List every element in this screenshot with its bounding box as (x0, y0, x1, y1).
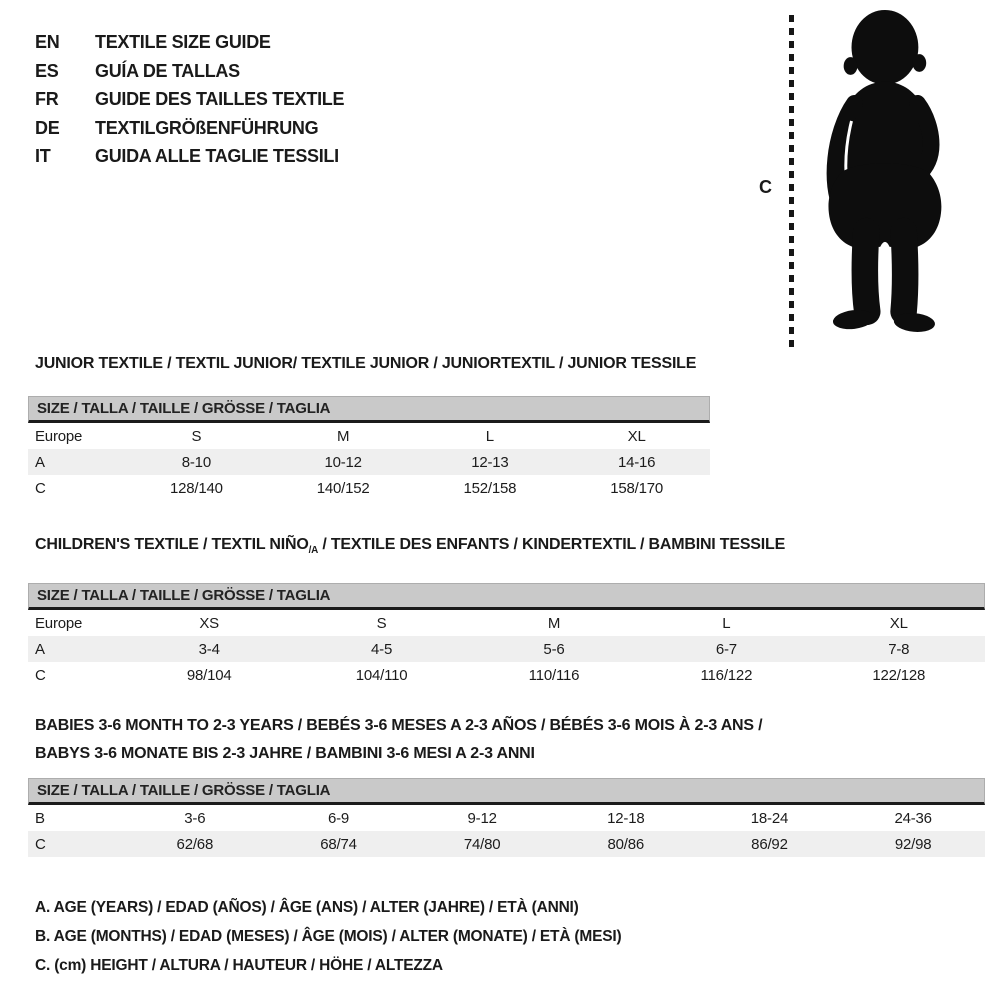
row-label-cell: C (28, 831, 123, 857)
size-value-cell: L (722, 614, 731, 632)
dotted-height-line (789, 15, 794, 353)
language-title: TEXTILGRÖßENFÜHRUNG (95, 117, 319, 138)
size-value-cell: 128/140 (169, 479, 223, 497)
language-code: EN (35, 32, 60, 52)
title-text: CHILDREN'S TEXTILE / TEXTIL NIÑO (35, 536, 309, 553)
size-value-cell: 110/116 (528, 666, 580, 684)
size-value-cell: 6-9 (327, 809, 350, 827)
table-row (28, 423, 710, 449)
size-value-cell: 5-6 (468, 636, 640, 662)
table-row (28, 831, 985, 857)
language-title: GUÍA DE TALLAS (95, 60, 240, 81)
childrens-textile-section (28, 537, 985, 688)
size-value-cell: 9-12 (467, 809, 497, 827)
size-value-cell: 8-10 (123, 449, 270, 475)
language-code: ES (35, 60, 59, 81)
size-value-cell: XL (627, 427, 646, 445)
size-figure (735, 5, 965, 355)
legend-line-a: A. AGE (YEARS) / EDAD (AÑOS) / ÂGE (ANS) / ALTER (JAHRE) / ETÀ (ANNI) (35, 899, 579, 917)
size-value-cell: 62/68 (123, 831, 267, 857)
language-code: FR (35, 89, 59, 110)
babies-title-line-1: BABIES 3-6 MONTH TO 2-3 YEARS / BEBÉS 3-6 MESES A 2-3 AÑOS / BÉBÉS 3-6 MOIS À 2-3 ANS / (35, 717, 763, 735)
language-row-fr (35, 85, 344, 114)
language-title: GUIDA ALLE TAGLIE TESSILI (95, 146, 339, 167)
language-code: DE (35, 117, 60, 138)
title-subscript: /A (308, 545, 319, 557)
size-value-cell: 7-8 (813, 636, 985, 662)
babies-section-title (28, 712, 985, 768)
language-row-es (35, 57, 344, 86)
size-value-cell: S (376, 614, 387, 632)
size-value-cell: 68/74 (267, 831, 411, 857)
table-row (28, 636, 985, 662)
junior-textile-section (28, 356, 710, 501)
size-value-cell: 4-5 (295, 636, 467, 662)
size-value-cell: 158/170 (610, 479, 664, 497)
size-value-cell: 86/92 (698, 831, 842, 857)
height-dimension-label: C (759, 177, 772, 197)
size-value-cell: M (336, 427, 350, 445)
size-value-cell: M (547, 614, 561, 632)
childrens-section-title (28, 537, 985, 559)
childrens-size-table (28, 610, 985, 688)
table-row (28, 475, 710, 501)
size-value-cell: 14-16 (563, 449, 710, 475)
size-value-cell: 98/104 (186, 666, 232, 684)
table-row (28, 805, 985, 831)
junior-size-table (28, 423, 710, 501)
babies-textile-section (28, 712, 985, 857)
size-value-cell: 122/128 (872, 666, 926, 684)
language-code: IT (35, 146, 51, 167)
size-value-cell: 12-13 (417, 449, 564, 475)
babies-size-table (28, 805, 985, 857)
babies-title-line-2: BABYS 3-6 MONATE BIS 2-3 JAHRE / BAMBINI 3-6 MESI A 2-3 ANNI (35, 745, 535, 763)
row-label-cell: A (28, 636, 123, 662)
size-value-cell: 24-36 (894, 809, 932, 827)
row-label-cell: Europe (35, 427, 83, 445)
legend-line-b: B. AGE (MONTHS) / EDAD (MESES) / ÂGE (MOIS) / ALTER (MONATE) / ETÀ (MESI) (35, 928, 622, 946)
junior-section-title: JUNIOR TEXTILE / TEXTIL JUNIOR/ TEXTILE JUNIOR / JUNIORTEXTIL / JUNIOR TESSILE (35, 355, 697, 372)
size-value-cell: 80/86 (554, 831, 698, 857)
row-label-cell: Europe (35, 614, 83, 632)
size-value-cell: 140/152 (316, 479, 370, 497)
size-tables-content (28, 356, 985, 980)
size-value-cell: 3-6 (184, 809, 206, 827)
junior-table-header-bar: SIZE / TALLA / TAILLE / GRÖSSE / TAGLIA (28, 396, 710, 423)
dimension-legend (28, 893, 985, 980)
size-value-cell: 12-18 (607, 809, 645, 827)
legend-line-c: C. (cm) HEIGHT / ALTURA / HAUTEUR / HÖHE / ALTEZZA (35, 957, 443, 975)
table-row (28, 662, 985, 688)
size-value-cell: 92/98 (841, 831, 985, 857)
language-row-de (35, 114, 344, 143)
size-value-cell: 104/110 (355, 666, 408, 684)
title-text: / TEXTILE DES ENFANTS / KINDERTEXTIL / BAMBINI TESSILE (318, 536, 786, 553)
table-row (28, 449, 710, 475)
row-label-cell: C (35, 479, 46, 497)
language-title: TEXTILE SIZE GUIDE (95, 32, 271, 52)
size-value-cell: 74/80 (410, 831, 554, 857)
language-row-en (35, 28, 344, 57)
size-value-cell: XS (199, 614, 219, 632)
language-title: GUIDE DES TAILLES TEXTILE (95, 89, 345, 110)
row-label-cell: B (35, 809, 45, 827)
row-label-cell: C (35, 666, 46, 684)
language-row-it (35, 142, 344, 171)
babies-table-header-bar: SIZE / TALLA / TAILLE / GRÖSSE / TAGLIA (28, 778, 985, 805)
childrens-table-header-bar: SIZE / TALLA / TAILLE / GRÖSSE / TAGLIA (28, 583, 985, 610)
size-value-cell: 116/122 (700, 666, 753, 684)
size-value-cell: XL (889, 614, 908, 632)
size-value-cell: 10-12 (270, 449, 417, 475)
table-row (28, 610, 985, 636)
size-value-cell: S (191, 427, 202, 445)
size-value-cell: 18-24 (750, 809, 789, 827)
baby-silhouette (805, 7, 957, 351)
size-value-cell: 152/158 (463, 479, 517, 497)
language-title-list (35, 28, 344, 171)
size-value-cell: 3-4 (123, 636, 295, 662)
row-label-cell: A (28, 449, 123, 475)
size-value-cell: 6-7 (640, 636, 812, 662)
size-value-cell: L (485, 427, 494, 445)
